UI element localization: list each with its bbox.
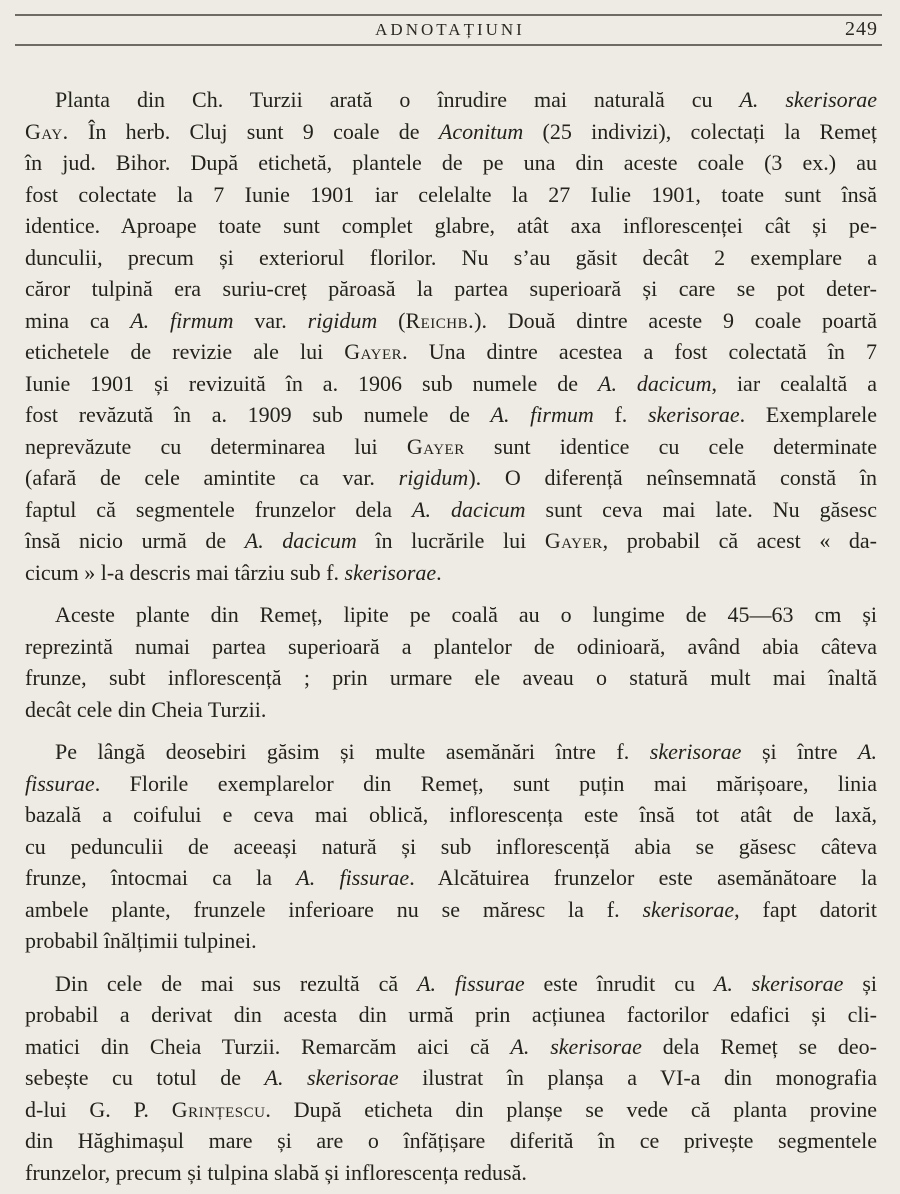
text-line [25,336,877,368]
text-run: și între [741,739,859,764]
text-run: , probabil că acest « da- [602,528,878,553]
italic-run: skerisorae [649,739,742,764]
italic-run: A. skerisorae [739,87,877,112]
text-run: . Florile exemplarelor din Remeț, sunt puțin mai mărișoare, linia [94,770,877,796]
text-run: matici din Cheia Turzii. Remarcăm aici că [25,1033,511,1059]
text-line [25,242,877,274]
text-run: neprevăzute cu determinarea lui [25,433,407,459]
text-run: d-lui G. P. [25,1096,172,1122]
text-line [25,557,877,589]
text-line [25,431,877,463]
italic-run: A. firmum [490,402,594,427]
text-run: identice. Aproape toate sunt complet glabre, atât axa inflorescenței cât și pe- [25,213,877,238]
text-run: În herb. Cluj sunt 9 coale de [68,118,439,144]
text-run: , iar cealaltă a [711,370,878,396]
text-run: Din cele de mai sus rezultă că [55,970,418,996]
italic-run: A. fissurae [417,970,525,996]
text-run: dunculii, precum și exteriorul florilor. Nu s’au găsit decât 2 exemplare a [25,244,877,270]
text-run: ( [377,307,406,333]
text-line [25,305,877,337]
text-line [25,84,877,116]
text-run: Iunie 1901 și revizuită în a. 1906 sub numele de [25,370,599,396]
text-line [25,894,877,926]
italic-run: A. fissurae [296,865,410,890]
text-run: mina ca [25,307,131,333]
text-run: etichetele de revizie ale lui [25,339,345,364]
italic-run: A. skerisorae [713,970,844,996]
text-run: frunzelor, precum și tulpina slabă și inflorescența redusă. [25,1159,527,1185]
italic-run: skerisorae [647,402,740,427]
italic-run: A. firmum [130,307,234,333]
page-number: 249 [845,18,878,40]
smallcaps-run: Gayer [406,433,465,459]
text-run: faptul că segmentele frunzelor dela [25,496,413,522]
running-head-title: ADNOTAȚIUNI [375,20,525,39]
text-run: bazală a coifului e ceva mai oblică, inflorescența este însă tot atât de laxă, [25,802,877,827]
text-line [25,179,877,211]
text-run: sebește cu totul de [25,1065,265,1090]
text-run: din Hăghimașul mare și are o înfățișare diferită în ce privește segmentele [25,1128,877,1153]
text-run: frunze, întocmai ca la [25,865,297,890]
italic-run: A. [858,739,877,764]
text-run: . Alcătuirea frunzelor este asemănătoare la [409,865,877,890]
text-run: Pe lângă deosebiri găsim și multe asemănări între f. [55,739,650,764]
text-run: fost colectate la 7 Iunie 1901 iar celelalte la 27 Iulie 1901, toate sunt însă [25,181,877,207]
paragraph [25,736,877,957]
italic-run: A. skerisorae [510,1033,642,1059]
italic-run: A. dacicum [412,496,526,522]
text-run: decât cele din Cheia Turzii. [25,696,267,722]
italic-run: Aconitum [438,118,524,144]
text-line [25,694,877,726]
text-line [25,147,877,179]
text-block [25,84,877,1188]
text-line [25,1062,877,1094]
text-line [25,925,877,957]
text-line [25,525,877,557]
text-run: sunt identice cu cele determinate [464,433,877,459]
text-line [25,368,877,400]
paragraph [25,968,877,1189]
italic-run: A. dacicum [598,370,712,396]
text-run: ). Două dintre aceste 9 coale poartă [474,307,878,333]
text-run: frunze, subt inflorescență ; prin urmare ele aveau o statură mult mai înaltă [25,665,877,690]
text-run: probabil înălțimii tulpinei. [25,928,257,953]
text-line [25,662,877,694]
text-run: și [843,970,877,996]
text-run: este înrudit cu [524,970,714,996]
text-line [25,768,877,800]
text-line [25,799,877,831]
text-run: căror tulpină era suriu-creț păroasă la partea superioară și care se pot deter- [25,276,877,301]
header-rule-top [15,14,882,16]
text-line [25,399,877,431]
text-run: . Exemplarele [739,402,877,427]
text-run: dela Remeț se deo- [641,1033,877,1059]
smallcaps-run: Gayer [544,528,603,553]
text-run: în lucrările lui [356,528,545,553]
text-line [25,273,877,305]
text-run: cicum » l-a descris mai târziu sub f. [25,559,345,585]
italic-run: rigidum [307,307,378,333]
text-run: Planta din Ch. Turzii arată o înrudire mai naturală cu [55,87,740,112]
text-run: ambele plante, frunzele inferioare nu se măresc la f. [25,896,643,922]
smallcaps-run: Gay. [25,118,69,144]
text-run: var. [233,307,308,333]
header-rule-bottom [15,44,882,46]
paragraph [25,84,877,588]
text-run: cu pedunculii de aceeași natură și sub inflorescență abia se găsesc câteva [25,833,877,859]
text-line [25,1031,877,1063]
text-line [25,631,877,663]
text-line [25,736,877,768]
italic-run: rigidum [398,465,469,490]
text-line [25,116,877,148]
smallcaps-run: Gayer [344,339,403,364]
text-run: fost revăzută în a. 1909 sub numele de [25,402,491,427]
text-line [25,1094,877,1126]
text-run: reprezintă numai partea superioară a plantelor de odinioară, având abia câteva [25,633,877,659]
text-line [25,999,877,1031]
text-line [25,1157,877,1189]
paragraph [25,599,877,725]
text-run: însă nicio urmă de [25,528,245,553]
text-line [25,462,877,494]
text-run: (afară de cele amintite ca var. [25,465,399,490]
text-run: f. [593,402,648,427]
italic-run: fissurae [25,770,95,796]
text-run: (25 indivizi), colectați la Remeț [523,118,877,144]
text-line [25,210,877,242]
italic-run: skerisorae [344,559,437,585]
italic-run: skerisorae [642,896,735,922]
text-run: ilustrat în planșa a VI-a din monografia [398,1065,877,1090]
italic-run: A. dacicum [244,528,357,553]
smallcaps-run: Reichb. [405,307,475,333]
text-run: Aceste plante din Remeț, lipite pe coală au o lungime de 45—63 cm și [55,602,877,627]
text-line [25,494,877,526]
text-line [25,599,877,631]
text-run: sunt ceva mai late. Nu găsesc [525,496,878,522]
text-run: , fapt datorit [734,896,877,922]
text-run: ). O diferență neînsemnată constă în [468,465,877,490]
text-run: . Una dintre acestea a fost colectată în 7 [402,339,877,364]
italic-run: A. skerisorae [264,1065,399,1090]
text-run: în jud. Bihor. După etichetă, plantele de pe una din aceste coale (3 ex.) au [25,150,877,175]
text-run: . [436,559,442,585]
text-line [25,862,877,894]
text-line [25,1125,877,1157]
text-run: . După eticheta din planșe se vede că planta provine [265,1096,877,1122]
text-line [25,831,877,863]
text-line [25,968,877,1000]
smallcaps-run: Grințescu [171,1096,266,1122]
text-run: probabil a derivat din acesta din urmă prin acțiunea factorilor edafici și cli- [25,1002,877,1027]
